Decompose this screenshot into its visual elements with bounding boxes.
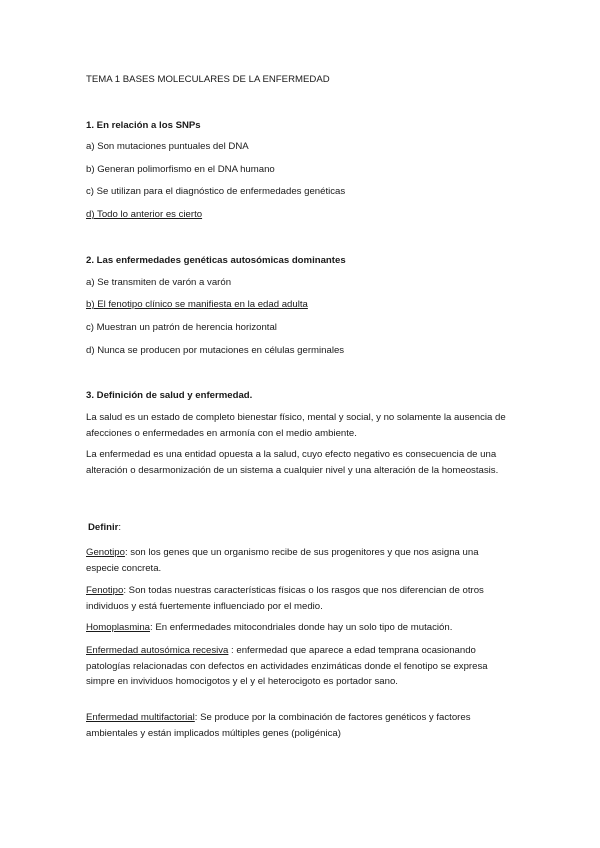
q1-option-a: a) Son mutaciones puntuales del DNA [86,141,249,152]
definition-text: : Se produce por la combinación de factores genéticos y factores ambientales y están implicados múltiples genes (poligénica) [86,712,471,739]
definition-term: Genotipo [86,547,125,558]
definition-term: Enfermedad multifactorial [86,712,195,723]
definition-multifactorial [86,710,510,741]
question-3-heading: 3. Definición de salud y enfermedad. [86,390,253,401]
definition-text: : Son todas nuestras características físicas o los rasgos que nos diferencian de otros individuos y está fuertemente influenciado por el medio. [86,585,484,612]
definition-text: : enfermedad que aparece a edad temprana ocasionando patologías relacionadas con defectos en actividades enzimáticas donde el fenotipo se expresa simpre en invividuos homocigotos y el y el heterocigoto es portador sano. [86,645,488,688]
definir-colon: : [118,522,122,533]
salud-paragraph: La salud es un estado de completo bienestar físico, mental y social, y no solamente la ausencia de afecciones o enfermedades en armonía con el medio ambiente. [86,412,506,439]
definition-term: Fenotipo [86,585,124,596]
definition-homoplasmina [86,620,510,636]
question-1-heading: 1. En relación a los SNPs [86,120,201,131]
definition-genotipo [86,545,510,576]
definir-label: Definir [88,522,119,533]
q2-option-b-correct: b) El fenotipo clínico se manifiesta en la edad adulta [86,299,308,310]
definition-text: : En enfermedades mitocondriales donde hay un solo tipo de mutación. [150,622,453,633]
definition-text: : son los genes que un organismo recibe de sus progenitores y que nos asigna una especie concreta. [86,547,479,574]
enfermedad-paragraph: La enfermedad es una entidad opuesta a la salud, cuyo efecto negativo es consecuencia de una alteración o desarmonización de un sistema a cualquier nivel y una alteración de la homeostasis. [86,449,499,476]
q2-option-a: a) Se transmiten de varón a varón [86,277,232,288]
q1-option-b: b) Generan polimorfismo en el DNA humano [86,164,275,175]
q1-option-c: c) Se utilizan para el diagnóstico de enfermedades genéticas [86,186,346,197]
definition-fenotipo [86,583,510,614]
definition-term: Enfermedad autosómica recesiva [86,645,229,656]
question-2-heading: 2. Las enfermedades genéticas autosómicas dominantes [86,255,346,266]
definition-autosomica-recesiva [86,643,510,690]
q1-option-d-correct: d) Todo lo anterior es cierto [86,209,203,220]
q2-option-c: c) Muestran un patrón de herencia horizontal [86,322,277,333]
definir-heading [88,522,121,534]
definition-term: Homoplasmina [86,622,150,633]
q2-option-d: d) Nunca se producen por mutaciones en células germinales [86,345,345,356]
document-title: TEMA 1 BASES MOLECULARES DE LA ENFERMEDAD [86,74,330,85]
